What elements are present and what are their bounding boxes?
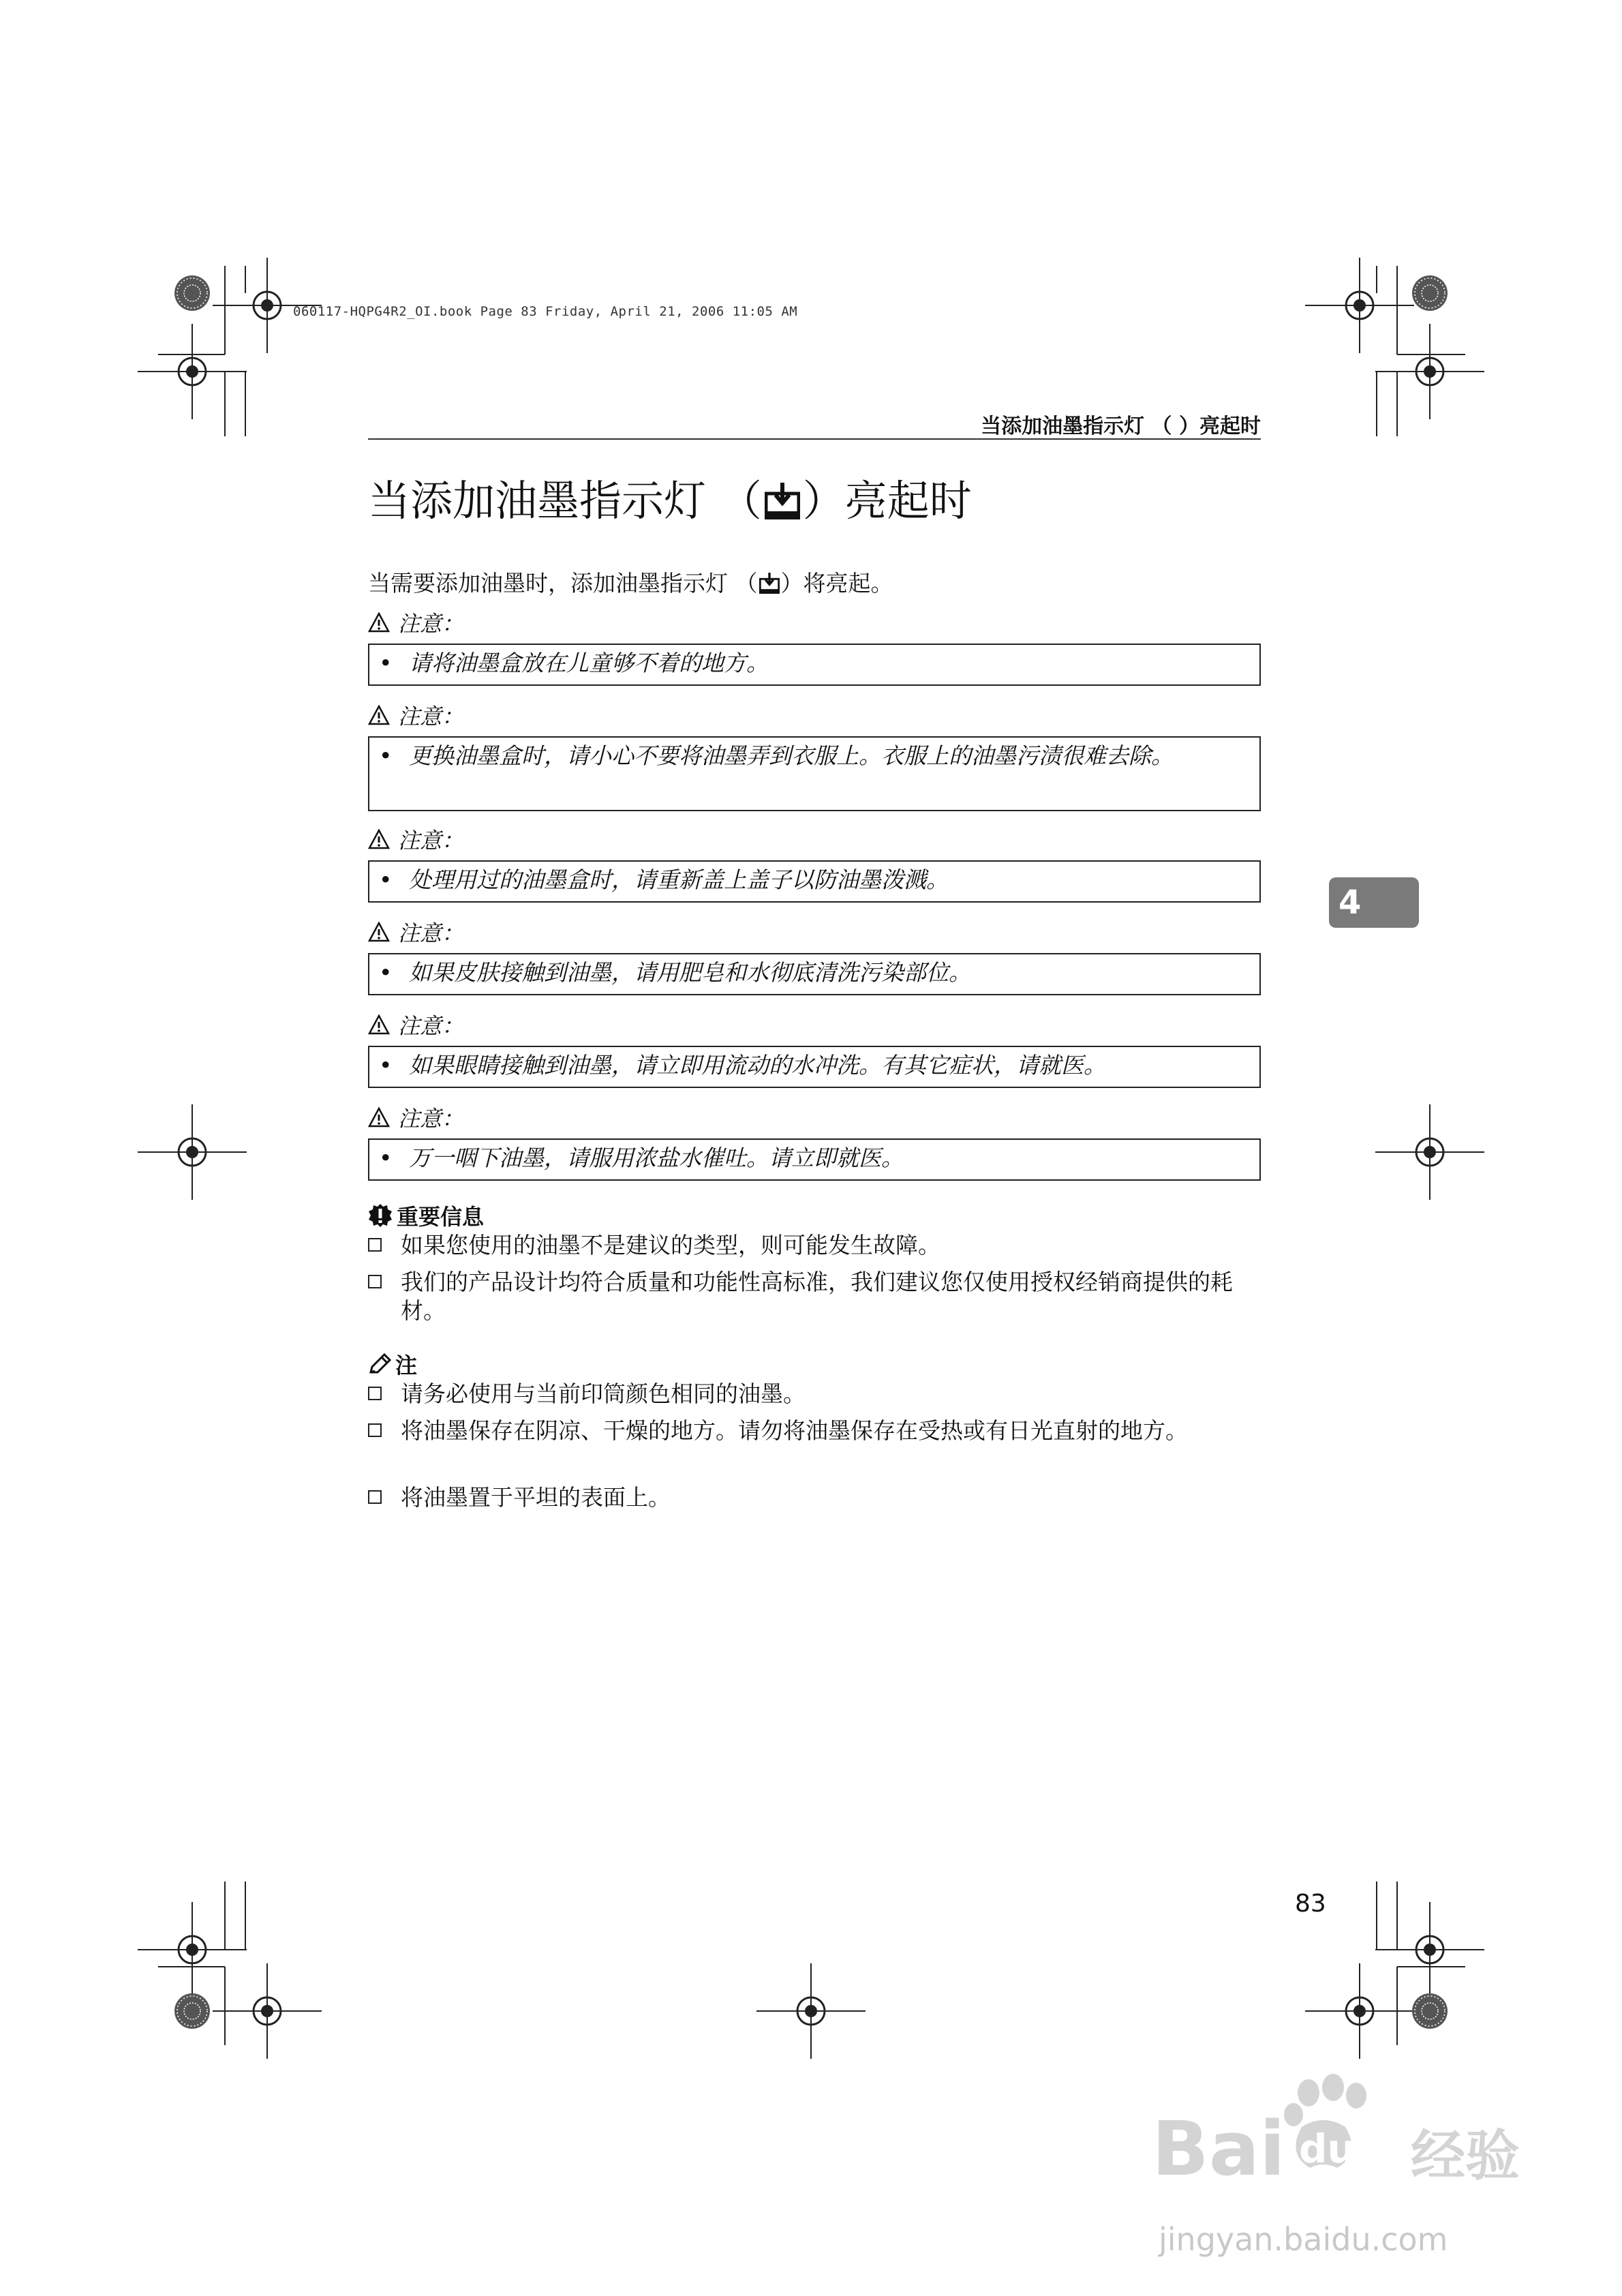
title-before: 当添加油墨指示灯 （	[368, 476, 762, 526]
caution-box	[368, 860, 1261, 903]
caution-label-text: 注意：	[398, 1106, 464, 1132]
list-item	[368, 1268, 1261, 1325]
list-item	[368, 1417, 1261, 1445]
svg-text:du: du	[1299, 2126, 1356, 2172]
warning-icon	[368, 829, 390, 849]
pencil-icon	[368, 1353, 391, 1375]
caution-text: 如果皮肤接触到油墨，请用肥皂和水彻底清洗污染部位。	[409, 959, 971, 986]
caution-label	[368, 1102, 463, 1133]
intro-before: 当需要添加油墨时，添加油墨指示灯 （	[368, 570, 758, 596]
warning-icon	[368, 705, 390, 725]
important-heading	[368, 1200, 484, 1231]
caution-text: 更换油墨盒时，请小心不要将油墨弄到衣服上。衣服上的油墨污渍很难去除。	[409, 742, 1174, 769]
list-item	[368, 1483, 1261, 1512]
add-ink-icon	[759, 572, 780, 594]
caution-label	[368, 1009, 463, 1040]
caution-text: 万一咽下油墨，请服用浓盐水催吐。请立即就医。	[409, 1145, 904, 1171]
caution-box	[368, 1046, 1261, 1088]
bullet: •	[379, 1145, 393, 1171]
page-title	[368, 470, 972, 532]
checkbox-icon	[368, 1423, 382, 1437]
add-ink-icon	[765, 481, 800, 519]
caution-label	[368, 916, 463, 948]
running-head-text: 当添加油墨指示灯 （ ）亮起时	[981, 414, 1261, 438]
caution-box	[368, 644, 1261, 686]
caution-label	[368, 699, 463, 731]
chapter-tab: 4	[1329, 877, 1419, 928]
caution-label-text: 注意：	[398, 1013, 464, 1039]
list-item-text: 将油墨保存在阴凉、干燥的地方。请勿将油墨保存在受热或有日光直射的地方。	[401, 1417, 1188, 1444]
warning-icon	[368, 922, 390, 942]
baidu-watermark-logo	[1145, 2072, 1527, 2209]
note-heading-text: 注	[395, 1353, 418, 1378]
bullet: •	[379, 742, 393, 769]
watermark-url: jingyan.baidu.com	[1159, 2221, 1448, 2258]
note-heading	[368, 1348, 417, 1380]
checkbox-icon	[368, 1490, 382, 1504]
caution-label-text: 注意：	[398, 828, 464, 854]
checkbox-icon	[368, 1387, 382, 1400]
caution-label	[368, 607, 463, 638]
list-item	[368, 1231, 1261, 1260]
bullet: •	[379, 650, 393, 676]
caution-box	[368, 736, 1261, 811]
caution-box	[368, 953, 1261, 995]
warning-icon	[368, 1107, 390, 1128]
file-info: 060117-HQPG4R2_OI.book Page 83 Friday, April 21, 2006 11:05 AM	[293, 304, 798, 319]
header-rule	[368, 438, 1261, 440]
caution-label-text: 注意：	[398, 704, 464, 729]
bullet: •	[379, 959, 393, 986]
caution-text: 请将油墨盒放在儿童够不着的地方。	[409, 650, 769, 676]
title-after: ）亮起时	[802, 476, 972, 526]
caution-label-text: 注意：	[398, 920, 464, 946]
list-item-text: 将油墨置于平坦的表面上。	[401, 1484, 671, 1511]
intro-after: ）将亮起。	[780, 570, 893, 596]
important-icon	[368, 1203, 393, 1228]
warning-icon	[368, 1014, 390, 1035]
bullet: •	[379, 1052, 393, 1078]
caution-text: 处理用过的油墨盒时，请重新盖上盖子以防油墨泼溅。	[409, 866, 949, 893]
list-item-text: 请务必使用与当前印筒颜色相同的油墨。	[401, 1380, 806, 1407]
watermark-text: Bai	[1152, 2105, 1285, 2192]
checkbox-icon	[368, 1238, 382, 1252]
caution-text: 如果眼睛接触到油墨，请立即用流动的水冲洗。有其它症状，请就医。	[409, 1052, 1106, 1078]
list-item	[368, 1380, 1261, 1408]
bullet: •	[379, 866, 393, 893]
caution-label-text: 注意：	[398, 611, 464, 637]
page-number: 83	[1295, 1890, 1326, 1918]
caution-box	[368, 1138, 1261, 1181]
intro-paragraph	[368, 567, 893, 600]
list-item-text: 我们的产品设计均符合质量和功能性高标准，我们建议您仅使用授权经销商提供的耗材。	[401, 1269, 1233, 1324]
svg-text:经验: 经验	[1411, 2124, 1520, 2188]
list-item-text: 如果您使用的油墨不是建议的类型，则可能发生故障。	[401, 1232, 940, 1258]
caution-label	[368, 824, 463, 855]
warning-icon	[368, 612, 390, 633]
running-head	[368, 409, 1261, 439]
important-heading-text: 重要信息	[397, 1204, 485, 1230]
checkbox-icon	[368, 1275, 382, 1288]
